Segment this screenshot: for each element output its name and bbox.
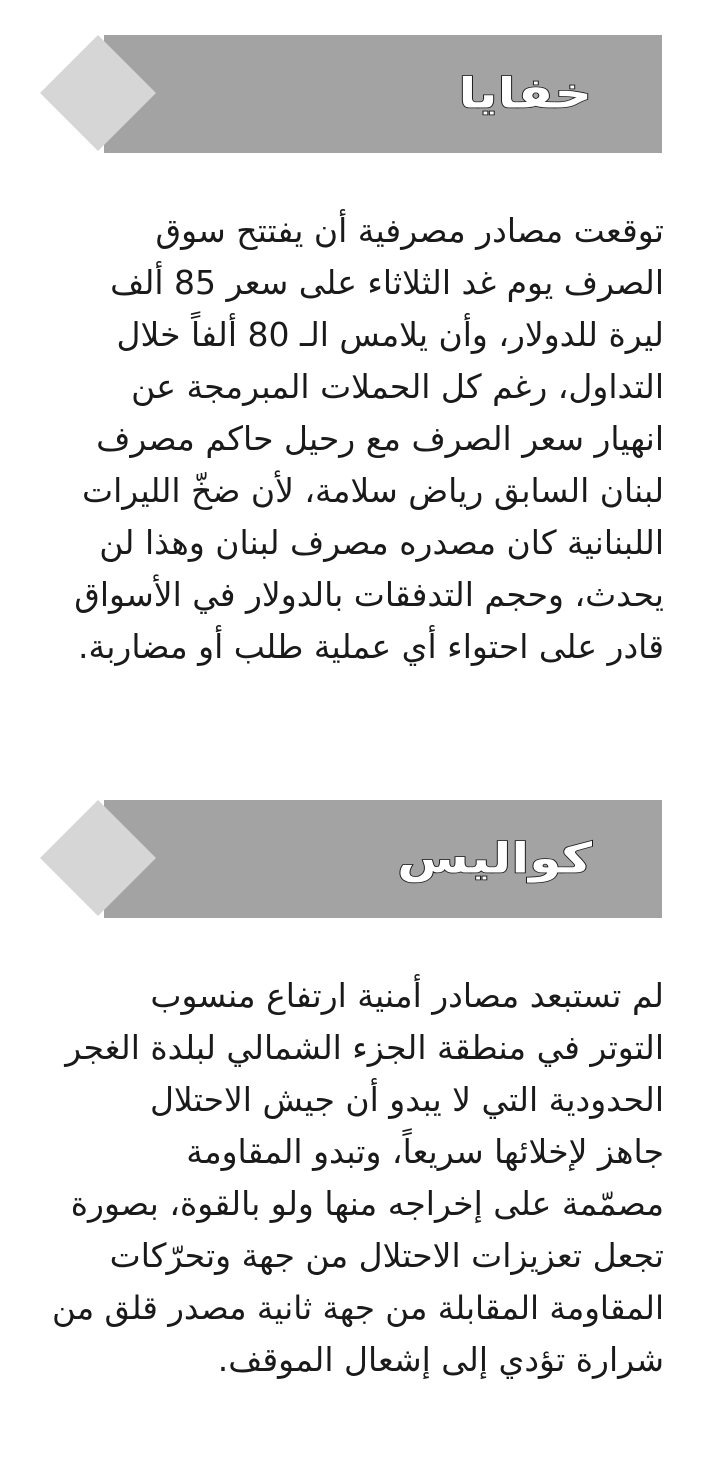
paragraph-line: لبنان السابق رياض سلامة، لأن ضخّ الليرات (82, 471, 664, 510)
paragraph-line: اللبنانية كان مصدره مصرف لبنان وهذا لن (99, 523, 664, 562)
section-header-banner (104, 35, 662, 153)
paragraph-line: مصمّمة على إخراجه منها ولو بالقوة، بصورة (70, 1184, 664, 1223)
paragraph-line: قادر على احتواء أي عملية طلب أو مضاربة. (78, 627, 664, 666)
paragraph-line: توقعت مصادر مصرفية أن يفتتح سوق (155, 211, 664, 250)
paragraph-line: التوتر في منطقة الجزء الشمالي لبلدة الغجر (65, 1028, 664, 1067)
paragraph-line: انهيار سعر الصرف مع رحيل حاكم مصرف (96, 419, 664, 458)
paragraph-line: لم تستبعد مصادر أمنية ارتفاع منسوب (150, 976, 664, 1015)
paragraph-line: التداول، رغم كل الحملات المبرمجة عن (131, 367, 664, 406)
section-header-banner (104, 800, 662, 918)
paragraph-line: تجعل تعزيزات الاحتلال من جهة وتحرّكات (109, 1236, 664, 1275)
article-paragraph (44, 205, 664, 673)
paragraph-line: ليرة للدولار، وأن يلامس الـ 80 ألفاً خلال (116, 315, 664, 354)
paragraph-line: الحدودية التي لا يبدو أن جيش الاحتلال (149, 1080, 664, 1119)
paragraph-line: الصرف يوم غد الثلاثاء على سعر 85 ألف (110, 263, 664, 302)
article-paragraph (44, 970, 664, 1386)
paragraph-line: شرارة تؤدي إلى إشعال الموقف. (217, 1340, 664, 1379)
paragraph-line: المقاومة المقابلة من جهة ثانية مصدر قلق من (52, 1289, 664, 1327)
paragraph-line: يحدث، وحجم التدفقات بالدولار في الأسواق (74, 575, 664, 614)
paragraph-line: جاهز لإخلائها سريعاً، وتبدو المقاومة (186, 1132, 664, 1171)
section-title: خفايا (458, 70, 592, 118)
section-title: كواليس (397, 835, 592, 883)
